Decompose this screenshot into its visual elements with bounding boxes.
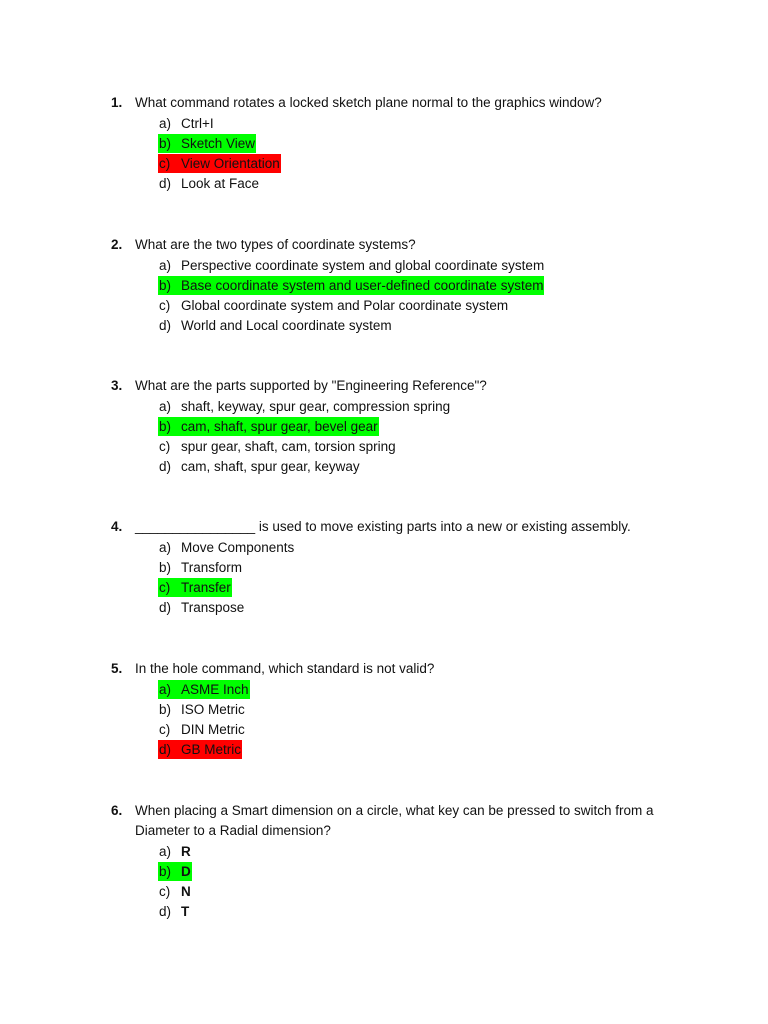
- option-text: ASME Inch: [181, 681, 249, 697]
- option-text: D: [181, 863, 191, 879]
- option-item: [158, 315, 671, 335]
- option-text: N: [181, 883, 191, 899]
- option-letter: c): [159, 721, 171, 737]
- option-text: World and Local coordinate system: [181, 317, 392, 333]
- option-item: [158, 113, 671, 133]
- option-text: Global coordinate system and Polar coordinate system: [181, 297, 509, 313]
- option-letter: b): [159, 701, 172, 717]
- option-letter: d): [159, 741, 172, 757]
- option-highlight-red: [158, 740, 242, 759]
- option-text: Transfer: [181, 579, 231, 595]
- options-list: [158, 396, 671, 476]
- option-item: [158, 537, 671, 557]
- option-item: [158, 597, 671, 617]
- option-item: [158, 861, 671, 881]
- option-item: [158, 275, 671, 295]
- option-letter: a): [159, 539, 172, 555]
- question-header: [111, 376, 671, 396]
- option-text: cam, shaft, spur gear, keyway: [181, 458, 360, 474]
- option-letter: a): [159, 398, 172, 414]
- question-number: 3.: [111, 378, 123, 393]
- question-text: When placing a Smart dimension on a circle, what key can be pressed to switch from a Diameter to a Radial dimension?: [135, 803, 654, 838]
- option-text: GB Metric: [181, 741, 242, 757]
- option-content: [158, 882, 192, 901]
- option-item: [158, 901, 671, 921]
- options-list: [158, 113, 671, 193]
- option-content: [158, 457, 361, 476]
- question-header: [111, 801, 671, 841]
- option-item: [158, 739, 671, 759]
- options-list: [158, 679, 671, 759]
- option-item: [158, 841, 671, 861]
- option-item: [158, 255, 671, 275]
- option-item: [158, 881, 671, 901]
- option-letter: b): [159, 418, 172, 434]
- option-letter: b): [159, 277, 172, 293]
- question-number: 6.: [111, 803, 123, 818]
- option-item: [158, 557, 671, 577]
- option-content: [158, 598, 245, 617]
- option-content: [158, 558, 243, 577]
- option-letter: c): [159, 883, 171, 899]
- option-text: Transpose: [181, 599, 245, 615]
- option-text: R: [181, 843, 191, 859]
- option-highlight-green: [158, 680, 250, 699]
- option-highlight-green: [158, 417, 379, 436]
- question-text: What are the parts supported by "Engineering Reference"?: [135, 378, 487, 393]
- option-content: [158, 720, 246, 739]
- option-text: Ctrl+I: [181, 115, 214, 131]
- option-content: [158, 114, 215, 133]
- option-letter: d): [159, 599, 172, 615]
- option-highlight-green: [158, 134, 256, 153]
- option-text: Perspective coordinate system and global coordinate system: [181, 257, 545, 273]
- option-content: [158, 397, 451, 416]
- option-content: [158, 842, 192, 861]
- option-item: [158, 153, 671, 173]
- option-letter: b): [159, 559, 172, 575]
- option-content: [158, 174, 260, 193]
- option-text: T: [181, 903, 190, 919]
- option-content: [158, 437, 397, 456]
- question-3: [111, 376, 671, 476]
- option-letter: a): [159, 681, 172, 697]
- option-content: [158, 256, 545, 275]
- option-content: [158, 296, 509, 315]
- option-content: [158, 538, 295, 557]
- option-text: View Orientation: [181, 155, 280, 171]
- option-letter: c): [159, 155, 171, 171]
- option-letter: d): [159, 175, 172, 191]
- question-1: [111, 93, 671, 193]
- option-text: Move Components: [181, 539, 295, 555]
- question-2: [111, 235, 671, 335]
- option-letter: c): [159, 297, 171, 313]
- option-text: spur gear, shaft, cam, torsion spring: [181, 438, 396, 454]
- question-number: 1.: [111, 95, 123, 110]
- option-text: ISO Metric: [181, 701, 245, 717]
- option-item: [158, 699, 671, 719]
- question-text: In the hole command, which standard is not valid?: [135, 661, 435, 676]
- option-text: shaft, keyway, spur gear, compression spring: [181, 398, 451, 414]
- question-text: ________________ is used to move existing parts into a new or existing assembly.: [135, 519, 631, 534]
- option-text: cam, shaft, spur gear, bevel gear: [181, 418, 378, 434]
- option-letter: d): [159, 458, 172, 474]
- option-text: Transform: [181, 559, 243, 575]
- option-letter: a): [159, 843, 172, 859]
- options-list: [158, 537, 671, 617]
- option-item: [158, 173, 671, 193]
- option-letter: c): [159, 438, 171, 454]
- option-letter: c): [159, 579, 171, 595]
- option-content: [158, 902, 190, 921]
- option-item: [158, 719, 671, 739]
- question-number: 4.: [111, 519, 123, 534]
- question-text: What are the two types of coordinate systems?: [135, 237, 416, 252]
- option-text: DIN Metric: [181, 721, 245, 737]
- option-item: [158, 295, 671, 315]
- option-letter: b): [159, 135, 172, 151]
- question-header: [111, 659, 671, 679]
- option-text: Base coordinate system and user-defined coordinate system: [181, 277, 544, 293]
- option-item: [158, 396, 671, 416]
- options-list: [158, 255, 671, 335]
- option-highlight-green: [158, 578, 232, 597]
- option-item: [158, 416, 671, 436]
- question-header: [111, 93, 671, 113]
- option-item: [158, 577, 671, 597]
- option-item: [158, 133, 671, 153]
- option-letter: d): [159, 317, 172, 333]
- option-letter: b): [159, 863, 172, 879]
- question-number: 5.: [111, 661, 123, 676]
- question-number: 2.: [111, 237, 123, 252]
- option-text: Sketch View: [181, 135, 256, 151]
- option-text: Look at Face: [181, 175, 260, 191]
- option-letter: a): [159, 115, 172, 131]
- option-content: [158, 316, 393, 335]
- question-4: [111, 517, 671, 617]
- option-item: [158, 456, 671, 476]
- question-6: [111, 801, 671, 921]
- option-letter: a): [159, 257, 172, 273]
- option-item: [158, 679, 671, 699]
- options-list: [158, 841, 671, 921]
- option-content: [158, 700, 246, 719]
- question-5: [111, 659, 671, 759]
- option-item: [158, 436, 671, 456]
- question-text: What command rotates a locked sketch plane normal to the graphics window?: [135, 95, 602, 110]
- option-highlight-red: [158, 154, 281, 173]
- question-header: [111, 235, 671, 255]
- option-letter: d): [159, 903, 172, 919]
- option-highlight-green: [158, 862, 192, 881]
- option-highlight-green: [158, 276, 544, 295]
- question-header: [111, 517, 671, 537]
